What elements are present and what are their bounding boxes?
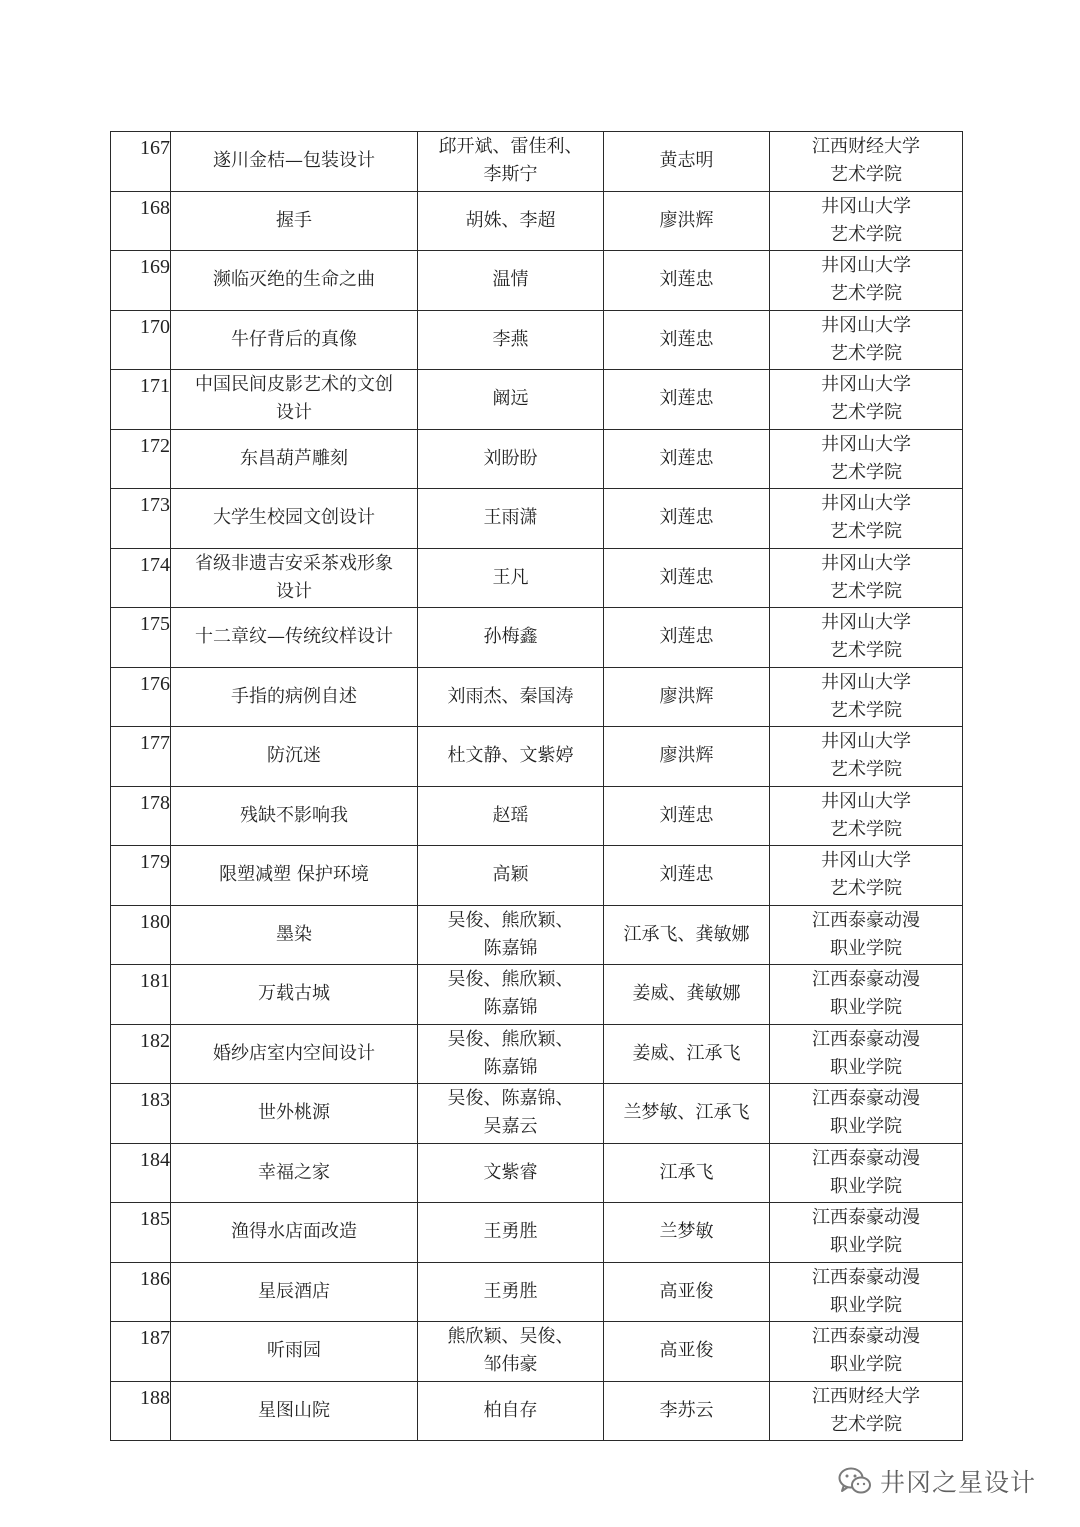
school-cell [770,548,963,608]
authors: 王勇胜 [483,1221,538,1243]
authors-cell [418,965,604,1025]
entry-number-cell [111,191,171,251]
work-title: 听雨园 [267,1340,321,1362]
school: 井冈山大学 艺术学院 [821,195,911,245]
table-row [111,727,963,787]
school: 井冈山大学 艺术学院 [821,374,911,424]
school: 井冈山大学 艺术学院 [821,552,911,602]
entry-number-cell [111,1143,171,1203]
school-cell [770,1143,963,1203]
authors-cell [418,1262,604,1322]
work-title: 残缺不影响我 [240,804,348,826]
entry-number-cell [111,310,171,370]
advisor-cell [604,251,770,311]
advisor-cell [604,370,770,430]
authors-cell [418,905,604,965]
entry-number: 174 [140,553,170,576]
advisor-cell [604,1024,770,1084]
work-title: 万载古城 [258,983,330,1005]
work-title: 十二章纹—传统纹样设计 [195,626,393,648]
authors-cell [418,548,604,608]
school: 江西泰豪动漫 职业学院 [812,1147,920,1197]
entry-number: 188 [140,1386,170,1409]
work-title-cell [171,1262,418,1322]
entry-number-cell [111,429,171,489]
authors: 文紫睿 [483,1161,538,1183]
school: 江西泰豪动漫 职业学院 [812,909,920,959]
entry-number-cell [111,251,171,311]
authors-cell [418,1381,604,1441]
advisor-cell [604,786,770,846]
advisor: 廖洪辉 [659,745,714,767]
authors: 赵瑶 [492,804,529,826]
school: 井冈山大学 艺术学院 [821,314,911,364]
advisor-cell [604,905,770,965]
work-title: 防沉迷 [267,745,321,767]
authors: 温情 [492,269,529,291]
advisor: 兰梦敏、江承飞 [623,1102,750,1124]
school: 江西财经大学 艺术学院 [812,1385,920,1435]
work-title: 墨染 [276,923,312,945]
table-row [111,429,963,489]
school: 井冈山大学 艺术学院 [821,255,911,305]
school-cell [770,370,963,430]
school-cell [770,786,963,846]
entry-number-cell [111,965,171,1025]
school: 江西泰豪动漫 职业学院 [812,969,920,1019]
school-cell [770,489,963,549]
table-row [111,905,963,965]
advisor-cell [604,489,770,549]
entry-number: 170 [140,315,170,338]
entry-number-cell [111,905,171,965]
authors-cell [418,370,604,430]
watermark-text: 井冈之星设计 [880,1468,1037,1497]
school: 江西泰豪动漫 职业学院 [812,1326,920,1376]
work-title-cell [171,965,418,1025]
advisor-cell [604,727,770,787]
table-row [111,251,963,311]
school: 江西泰豪动漫 职业学院 [812,1088,920,1138]
entry-number-cell [111,132,171,192]
school-cell [770,251,963,311]
advisor: 姜威、龚敏娜 [632,983,741,1005]
table-body [111,132,963,1441]
school: 井冈山大学 艺术学院 [821,612,911,662]
advisor-cell [604,429,770,489]
advisor: 高亚俊 [659,1340,714,1362]
work-title-cell [171,1381,418,1441]
authors-cell [418,310,604,370]
work-title-cell [171,1084,418,1144]
advisor-cell [604,1143,770,1203]
entry-number-cell [111,1024,171,1084]
advisor-cell [604,1381,770,1441]
advisor: 廖洪辉 [659,209,714,231]
school: 井冈山大学 艺术学院 [821,493,911,543]
school: 江西泰豪动漫 职业学院 [812,1207,920,1257]
entry-number-cell [111,846,171,906]
advisor: 姜威、江承飞 [632,1042,741,1064]
authors-cell [418,1322,604,1382]
advisor-cell [604,608,770,668]
entry-number-cell [111,786,171,846]
work-title-cell [171,370,418,430]
advisor-cell [604,965,770,1025]
table-row [111,548,963,608]
work-title-cell [171,548,418,608]
entry-number-cell [111,370,171,430]
work-title-cell [171,727,418,787]
work-title-cell [171,905,418,965]
table-row [111,608,963,668]
school-cell [770,667,963,727]
work-title: 世外桃源 [258,1102,330,1124]
work-title: 星图山院 [258,1399,330,1421]
work-title: 濒临灭绝的生命之曲 [213,269,375,291]
advisor: 刘莲忠 [659,864,714,886]
work-title-cell [171,191,418,251]
school-cell [770,310,963,370]
entry-number-cell [111,608,171,668]
authors: 柏自存 [483,1399,538,1421]
entry-number: 168 [140,196,170,219]
work-title-cell [171,786,418,846]
table-row [111,1143,963,1203]
authors: 刘雨杰、秦国涛 [447,685,574,707]
entry-number-cell [111,1262,171,1322]
work-title: 省级非遗吉安采茶戏形象 设计 [195,552,393,602]
school: 井冈山大学 艺术学院 [821,790,911,840]
authors-cell [418,489,604,549]
work-title-cell [171,251,418,311]
advisor: 廖洪辉 [659,685,714,707]
advisor: 刘莲忠 [659,566,714,588]
table-row [111,1262,963,1322]
authors: 王凡 [492,566,529,588]
table-row [111,1381,963,1441]
table-row [111,310,963,370]
work-title: 握手 [276,209,312,231]
school-cell [770,1024,963,1084]
entry-number-cell [111,1084,171,1144]
authors: 王雨潇 [483,507,538,529]
entry-number: 171 [140,375,170,397]
school-cell [770,1084,963,1144]
advisor: 李苏云 [659,1399,714,1421]
entry-number: 183 [140,1089,170,1111]
table-row [111,846,963,906]
entry-number: 175 [140,613,170,635]
authors-cell [418,727,604,787]
authors-cell [418,191,604,251]
authors: 熊欣颖、吴俊、 邹伟豪 [447,1326,574,1376]
school-cell [770,846,963,906]
school-cell [770,1203,963,1263]
school-cell [770,132,963,192]
work-title: 星辰酒店 [258,1280,330,1302]
school: 江西泰豪动漫 职业学院 [812,1266,920,1316]
school-cell [770,191,963,251]
advisor-cell [604,1084,770,1144]
advisor-cell [604,191,770,251]
work-title-cell [171,132,418,192]
entry-number: 173 [140,494,170,516]
advisor: 刘莲忠 [659,269,714,291]
authors-cell [418,608,604,668]
school-cell [770,1322,963,1382]
authors: 孙梅鑫 [483,626,538,648]
work-title: 幸福之家 [258,1161,330,1183]
advisor: 高亚俊 [659,1280,714,1302]
authors-cell [418,1143,604,1203]
entry-number: 186 [140,1267,170,1290]
school: 井冈山大学 艺术学院 [821,671,911,721]
work-title: 渔得水店面改造 [231,1221,357,1243]
authors-cell [418,1084,604,1144]
work-title-cell [171,1024,418,1084]
school: 井冈山大学 艺术学院 [821,731,911,781]
school-cell [770,905,963,965]
work-title: 婚纱店室内空间设计 [213,1042,375,1064]
authors-cell [418,1024,604,1084]
work-title: 东昌葫芦雕刻 [240,447,348,469]
advisor-cell [604,667,770,727]
school-cell [770,1381,963,1441]
table-row [111,667,963,727]
work-title-cell [171,489,418,549]
school: 井冈山大学 艺术学院 [821,433,911,483]
entry-number-cell [111,1322,171,1382]
advisor: 刘莲忠 [659,626,714,648]
school-cell [770,608,963,668]
authors-cell [418,132,604,192]
work-title-cell [171,310,418,370]
work-title: 限塑减塑 保护环境 [219,864,369,886]
entry-number-cell [111,1203,171,1263]
table-row [111,1203,963,1263]
entry-number: 184 [140,1148,170,1171]
work-title-cell [171,1203,418,1263]
table-row [111,786,963,846]
entry-number: 180 [140,910,170,933]
work-title-cell [171,667,418,727]
entry-number-cell [111,727,171,787]
authors: 吴俊、熊欣颖、 陈嘉锦 [447,1028,574,1078]
entry-number: 185 [140,1208,170,1230]
advisor-cell [604,1203,770,1263]
work-title: 中国民间皮影艺术的文创 设计 [195,374,393,424]
work-title: 遂川金桔—包装设计 [213,150,375,172]
authors: 胡姝、李超 [465,209,556,231]
entry-number: 182 [140,1029,170,1052]
advisor: 江承飞、龚敏娜 [623,923,750,945]
authors: 王勇胜 [483,1280,538,1302]
table-row [111,370,963,430]
advisor-cell [604,310,770,370]
advisor: 江承飞 [659,1161,714,1183]
table-row [111,191,963,251]
authors-cell [418,846,604,906]
work-title-cell [171,608,418,668]
advisor: 黄志明 [659,150,714,172]
entry-number: 167 [140,137,170,159]
school: 江西泰豪动漫 职业学院 [812,1028,920,1078]
advisor: 兰梦敏 [659,1221,714,1243]
table-row [111,1322,963,1382]
authors: 阚远 [492,388,529,410]
authors: 吴俊、熊欣颖、 陈嘉锦 [447,909,574,959]
table-row [111,132,963,192]
entry-number: 179 [140,851,170,873]
advisor: 刘莲忠 [659,804,714,826]
school-cell [770,727,963,787]
work-title: 牛仔背后的真像 [231,328,357,350]
authors: 高颖 [492,864,529,886]
entry-number: 169 [140,256,170,278]
authors: 李燕 [492,328,529,350]
award-list-table [110,131,963,1441]
advisor-cell [604,548,770,608]
school-cell [770,429,963,489]
authors: 刘盼盼 [483,447,538,469]
entry-number-cell [111,1381,171,1441]
advisor: 刘莲忠 [659,388,714,410]
authors-cell [418,429,604,489]
wechat-icon [838,1466,872,1496]
authors-cell [418,786,604,846]
authors-cell [418,1203,604,1263]
work-title-cell [171,1322,418,1382]
work-title-cell [171,1143,418,1203]
table-row [111,489,963,549]
account-watermark [838,1461,1058,1501]
authors: 邱开斌、雷佳利、 李斯宁 [438,136,583,186]
work-title: 大学生校园文创设计 [213,507,375,529]
entry-number: 177 [140,732,170,754]
advisor-cell [604,1262,770,1322]
advisor-cell [604,846,770,906]
work-title: 手指的病例自述 [231,685,357,707]
entry-number: 178 [140,791,170,814]
authors: 吴俊、陈嘉锦、 吴嘉云 [447,1088,574,1138]
advisor-cell [604,1322,770,1382]
table-row [111,965,963,1025]
authors: 吴俊、熊欣颖、 陈嘉锦 [447,969,574,1019]
entry-number-cell [111,489,171,549]
entry-number-cell [111,548,171,608]
entry-number: 187 [140,1327,170,1349]
authors-cell [418,251,604,311]
work-title-cell [171,429,418,489]
advisor-cell [604,132,770,192]
authors: 杜文静、文紫婷 [447,745,574,767]
entry-number: 176 [140,672,170,695]
entry-number: 172 [140,434,170,457]
entry-number-cell [111,667,171,727]
entry-number: 181 [140,970,170,992]
school: 井冈山大学 艺术学院 [821,850,911,900]
school: 江西财经大学 艺术学院 [812,136,920,186]
authors-cell [418,667,604,727]
advisor: 刘莲忠 [659,507,714,529]
school-cell [770,965,963,1025]
school-cell [770,1262,963,1322]
advisor: 刘莲忠 [659,328,714,350]
table-row [111,1084,963,1144]
table-row [111,1024,963,1084]
work-title-cell [171,846,418,906]
advisor: 刘莲忠 [659,447,714,469]
